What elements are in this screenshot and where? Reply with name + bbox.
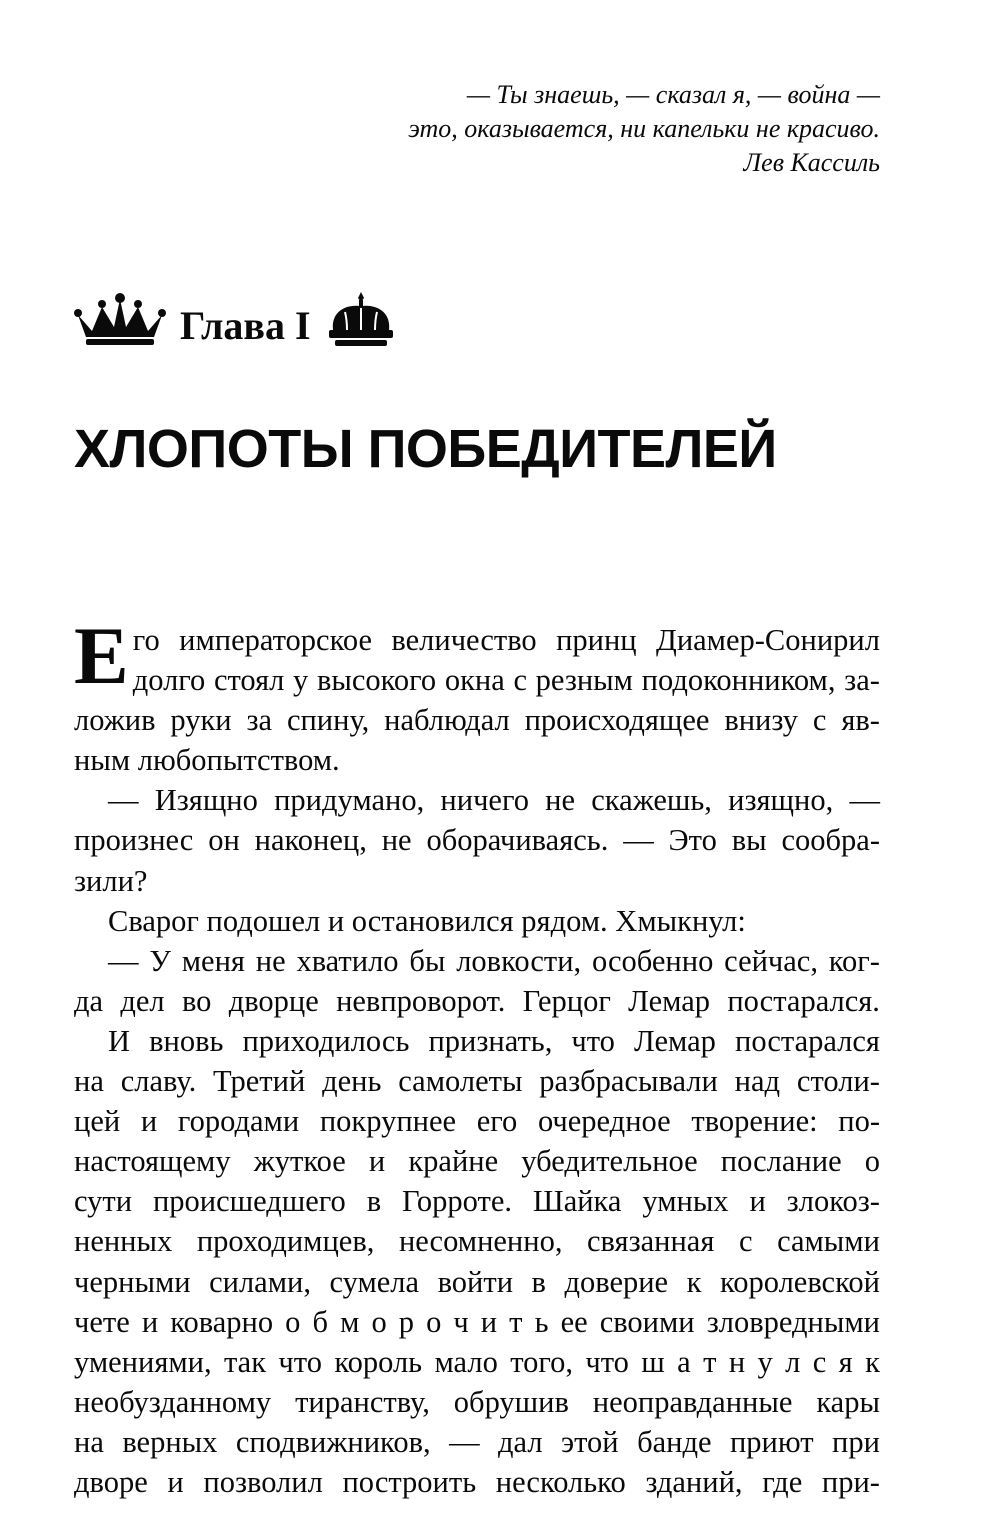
drop-cap: Е: [74, 610, 129, 701]
text-line: — Изящно придумано, ничего не скажешь, изящно, —: [108, 783, 880, 818]
text-line: дворе и позволил построить несколько зданий, где при-: [74, 1464, 880, 1499]
text-line: — У меня не хватило бы ловкости, особенно сейчас, ког-: [108, 943, 880, 978]
text-line: сути происшедшего в Горроте. Шайка умных и злокоз-: [74, 1184, 880, 1219]
text-line: И вновь приходилось признать, что Лемар постарался: [108, 1023, 880, 1058]
text-line: необузданному тиранству, обрушив неоправданные кары: [74, 1384, 880, 1419]
text-line: ным любопытством.: [74, 743, 340, 778]
text-line: да дел во дворце невпроворот. Герцог Лемар постарался.: [74, 983, 880, 1018]
text-line: на верных сподвижников, — дал этой банде приют при: [74, 1424, 880, 1459]
text-line: долго стоял у высокого окна с резным подоконником, за-: [132, 663, 880, 698]
chapter-label: Глава I: [180, 303, 311, 348]
text-line: го императорское величество принц Диамер-Сонирил: [132, 623, 880, 657]
crown-right-icon: [325, 290, 397, 352]
text-line: чете и коварно о б м о р о ч и т ь ее своими зловредными: [74, 1304, 880, 1339]
text-line: черными силами, сумела войти в доверие к королевской: [74, 1264, 880, 1299]
epigraph-line: — Ты знаешь, — сказал я, — война —: [466, 80, 880, 109]
epigraph-line: это, оказывается, ни капельки не красиво.: [408, 114, 880, 143]
text-line: настоящему жуткое и крайне убедительное послание о: [74, 1144, 880, 1179]
text-line: цей и городами покрупнее его очередное творение: по-: [74, 1104, 880, 1139]
text-line: ненных проходимцев, несомненно, связанная с самыми: [74, 1224, 880, 1259]
text-line: на славу. Третий день самолеты разбрасывали над столи-: [74, 1064, 880, 1099]
text-line: зили?: [74, 863, 148, 898]
body-text: [74, 610, 880, 1502]
text-line: Сварог подошел и остановился рядом. Хмыкнул:: [108, 903, 746, 938]
chapter-title: ХЛОПОТЫ ПОБЕДИТЕЛЕЙ: [74, 419, 777, 479]
epigraph: [408, 78, 880, 180]
text-line: умениями, так что король мало того, что ш а т н у л с я к: [74, 1344, 880, 1379]
text-line: произнес он наконец, не оборачиваясь. — Это вы сообра-: [74, 823, 880, 858]
chapter-heading: [74, 290, 397, 352]
crown-left-icon: [74, 293, 166, 349]
epigraph-author: Лев Кассиль: [743, 148, 880, 177]
text-line: ложив руки за спину, наблюдал происходящее внизу с яв-: [74, 703, 880, 738]
